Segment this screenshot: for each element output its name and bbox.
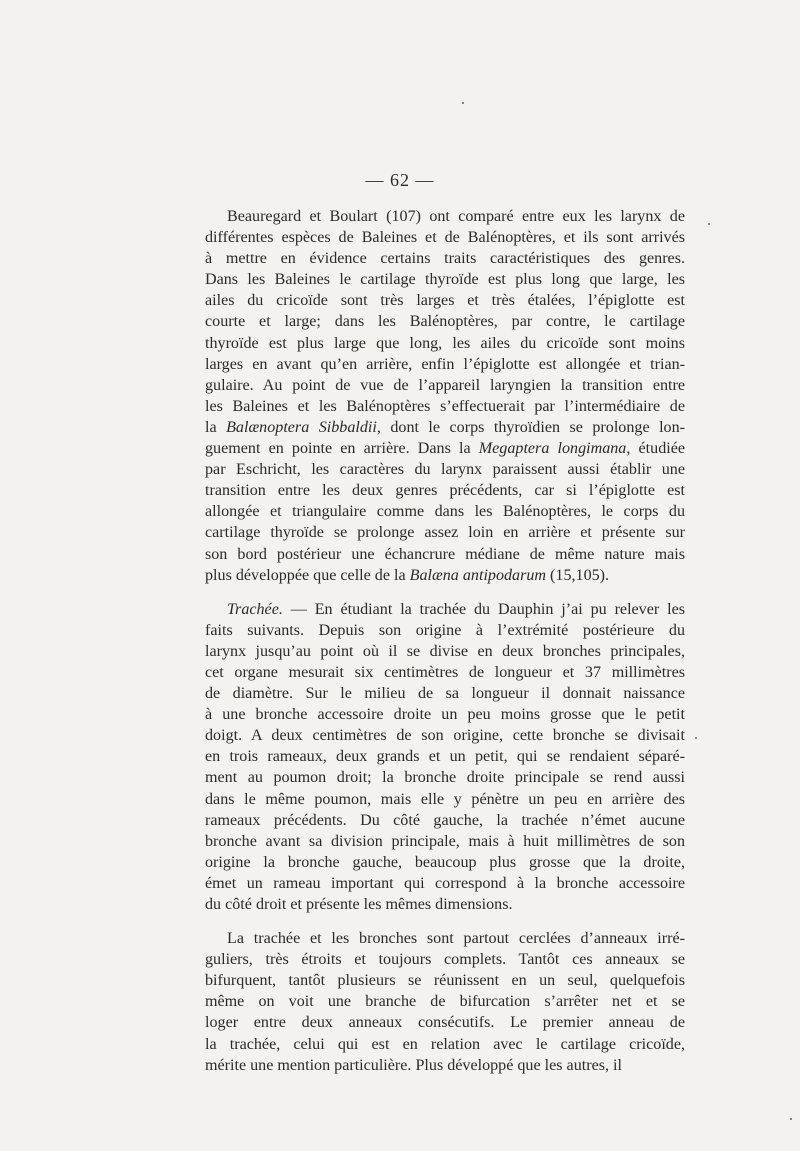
text-segment: transition entre les deux genres précédents, car si l’épiglotte est: [205, 482, 685, 500]
text-segment: (15,105).: [546, 566, 610, 584]
text-line: [205, 333, 685, 354]
text-line: [205, 810, 685, 831]
text-segment: bronche avant sa division principale, mais à huit millimètres de son: [205, 832, 685, 850]
text-line: [205, 565, 685, 586]
text-segment: en trois rameaux, deux grands et un petit, qui se rendaient séparé-: [205, 748, 685, 766]
text-segment: Beauregard et Boulart (107) ont comparé entre eux les larynx de: [227, 208, 685, 225]
text-segment: dans le même poumon, mais elle y pénètre un peu en arrière des: [205, 790, 685, 808]
text-line: [205, 620, 685, 641]
text-line: [205, 789, 685, 810]
text-line: [205, 417, 685, 438]
text-segment: origine la bronche gauche, beaucoup plus grosse que la droite,: [205, 853, 685, 871]
text-segment: thyroïde est plus large que long, les ailes du cricoïde sont moins: [205, 334, 685, 352]
text-line: [205, 746, 685, 767]
paragraph-gap: [205, 915, 685, 928]
speck-mark: [790, 1118, 792, 1120]
text-segment: à une bronche accessoire droite un peu moins grosse que le petit: [205, 706, 685, 724]
text-line: [205, 354, 685, 375]
text-segment: la trachée, celui qui est en relation avec le cartilage cricoïde,: [205, 1035, 685, 1053]
speck-mark: [462, 102, 464, 104]
text-segment: rameaux précédents. Du côté gauche, la trachée n’émet aucune: [205, 811, 685, 829]
text-line: [205, 480, 685, 501]
text-segment: à mettre en évidence certains traits caractéristiques des genres.: [205, 250, 685, 268]
italic-text: Trachée.: [227, 600, 283, 618]
text-line: [205, 641, 685, 662]
text-line: [205, 1055, 685, 1076]
text-segment: doigt. A deux centimètres de son origine, cette bronche se divisait: [205, 727, 685, 745]
text-line: [205, 206, 685, 227]
text-segment: mérite une mention particulière. Plus développé que les autres, il: [205, 1056, 622, 1074]
text-segment: , dont le corps thyroïdien se prolonge lon-: [376, 418, 685, 436]
text-segment: larynx jusqu’au point où il se divise en deux bronches principales,: [205, 642, 685, 660]
text-line: [205, 311, 685, 332]
text-line: [205, 662, 685, 683]
italic-text: Megaptera longimana: [478, 440, 627, 458]
text-segment: son bord postérieur une échancrure médiane de même nature mais: [205, 545, 685, 563]
text-segment: Dans les Baleines le cartilage thyroïde est plus long que large, les: [205, 271, 685, 289]
text-line: [205, 949, 685, 970]
text-segment: de diamètre. Sur le milieu de sa longueur il donnait naissance: [205, 685, 685, 703]
text-line: [205, 290, 685, 311]
paragraph: [205, 599, 685, 915]
text-line: [205, 501, 685, 522]
text-segment: bifurquent, tantôt plusieurs se réunissent en un seul, quelquefois: [205, 972, 685, 990]
text-line: [205, 1012, 685, 1033]
text-line: [205, 683, 685, 704]
text-segment: ment au poumon droit; la bronche droite principale se rend aussi: [205, 769, 685, 787]
text-segment: larges en avant qu’en arrière, enfin l’épiglotte est allongée et trian-: [205, 355, 685, 373]
text-segment: émet un rameau important qui correspond à la bronche accessoire: [205, 874, 685, 892]
text-segment: du côté droit et présente les mêmes dimensions.: [205, 896, 513, 913]
text-line: [205, 438, 685, 459]
italic-text: Balænoptera Sibbaldii: [226, 418, 377, 436]
text-line: [205, 970, 685, 991]
text-line: [205, 831, 685, 852]
text-line: [205, 767, 685, 788]
text-segment: gulaire. Au point de vue de l’appareil laryngien la transition entre: [205, 376, 685, 394]
text-line: [205, 991, 685, 1012]
text-segment: les Baleines et les Balénoptères s’effectuerait par l’intermédiaire de: [205, 397, 685, 415]
paragraph-gap: [205, 586, 685, 599]
text-segment: La trachée et les bronches sont partout cerclées d’anneaux irré-: [227, 930, 685, 948]
text-segment: même on voit une branche de bifurcation s’arrêter net et se: [205, 993, 685, 1011]
text-line: [205, 704, 685, 725]
text-line: [205, 248, 685, 269]
text-line: [205, 375, 685, 396]
text-line: [205, 599, 685, 620]
text-segment: faits suivants. Depuis son origine à l’extrémité postérieure du: [205, 621, 685, 639]
text-segment: cartilage thyroïde se prolonge assez loin en arrière et présente sur: [205, 524, 685, 542]
text-segment: , étudiée: [626, 440, 685, 458]
text-segment: la: [205, 418, 227, 436]
text-segment: — En étudiant la trachée du Dauphin j’ai pu relever les: [282, 600, 685, 618]
text-line: [205, 1034, 685, 1055]
text-line: [205, 544, 685, 565]
text-line: [205, 894, 685, 915]
text-segment: loger entre deux anneaux consécutifs. Le premier anneau de: [205, 1014, 685, 1032]
text-line: [205, 227, 685, 248]
text-line: [205, 725, 685, 746]
text-line: [205, 396, 685, 417]
italic-text: Balæna antipodarum: [409, 566, 547, 584]
text-line: [205, 522, 685, 543]
text-line: [205, 928, 685, 949]
paragraph: [205, 928, 685, 1076]
text-segment: cet organe mesurait six centimètres de longueur et 37 millimètres: [205, 663, 685, 681]
text-segment: allongée et triangulaire comme dans les Balénoptères, le corps du: [205, 503, 685, 521]
text-segment: guliers, très étroits et toujours complets. Tantôt ces anneaux se: [205, 951, 685, 969]
text-segment: par Eschricht, les caractères du larynx paraissent aussi établir une: [205, 461, 685, 479]
text-line: [205, 269, 685, 290]
body-text: [205, 206, 685, 1076]
text-line: [205, 459, 685, 480]
text-segment: différentes espèces de Baleines et de Balénoptères, et ils sont arrivés: [205, 229, 685, 247]
text-segment: guement en pointe en arrière. Dans la: [205, 440, 479, 458]
text-line: [205, 873, 685, 894]
text-segment: courte et large; dans les Balénoptères, par contre, le cartilage: [205, 313, 685, 331]
page-number: — 62 —: [365, 170, 435, 190]
text-segment: plus développée que celle de la: [205, 566, 410, 584]
text-segment: ailes du cricoïde sont très larges et très étalées, l’épiglotte est: [205, 292, 685, 310]
speck-mark: [695, 737, 697, 739]
paragraph: [205, 206, 685, 586]
speck-mark: [708, 223, 710, 225]
text-line: [205, 852, 685, 873]
